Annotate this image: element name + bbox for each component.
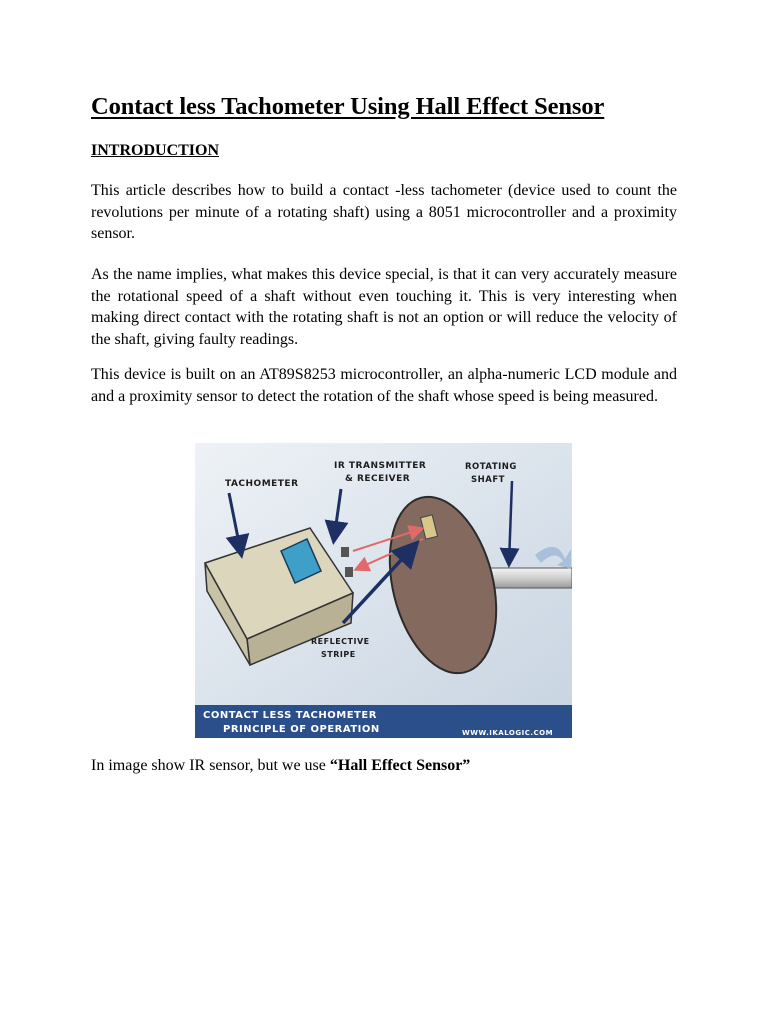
paragraph-3: This device is built on an AT89S8253 microcontroller, an alpha-numeric LCD module and and a proximity sensor to detect the rotation of the shaft whose speed is being measured.	[91, 366, 677, 405]
label-ir-line-1: IR TRANSMITTER	[334, 461, 427, 471]
tachometer-principle-figure	[195, 443, 572, 738]
banner-title-line-2: PRINCIPLE OF OPERATION	[223, 724, 380, 735]
label-tachometer: TACHOMETER	[225, 479, 299, 489]
label-shaft-line-2: SHAFT	[471, 475, 505, 485]
label-ir-line-2: & RECEIVER	[345, 474, 411, 484]
label-stripe-line-2: STRIPE	[321, 650, 356, 659]
banner-url: WWW.IKALOGIC.COM	[462, 729, 554, 737]
ir-receiver-shape	[345, 567, 353, 577]
banner-title-line-1: CONTACT LESS TACHOMETER	[203, 710, 377, 721]
figure-caption	[91, 757, 470, 775]
label-shaft-line-1: ROTATING	[465, 462, 517, 472]
paragraph-2: As the name implies, what makes this device special, is that it can very accurately measure the rotational speed of a shaft without even touching it. This is very interesting when making direct contact with the rotating shaft is not an option or will reduce the velocity of the shaft, giving faulty readings.	[91, 266, 677, 348]
caption-emphasis: “Hall Effect Sensor”	[329, 757, 471, 774]
paragraph-1: This article describes how to build a contact -less tachometer (device used to count the revolutions per minute of a rotating shaft) using a 8051 microcontroller and a proximity sensor.	[91, 182, 677, 242]
label-stripe-line-1: REFLECTIVE	[311, 637, 370, 646]
ir-sensor-shape	[341, 547, 349, 557]
section-heading-introduction: INTRODUCTION	[91, 142, 220, 159]
caption-prefix: In image show IR sensor, but we use	[91, 757, 330, 774]
document-title: Contact less Tachometer Using Hall Effect Sensor	[91, 93, 605, 120]
